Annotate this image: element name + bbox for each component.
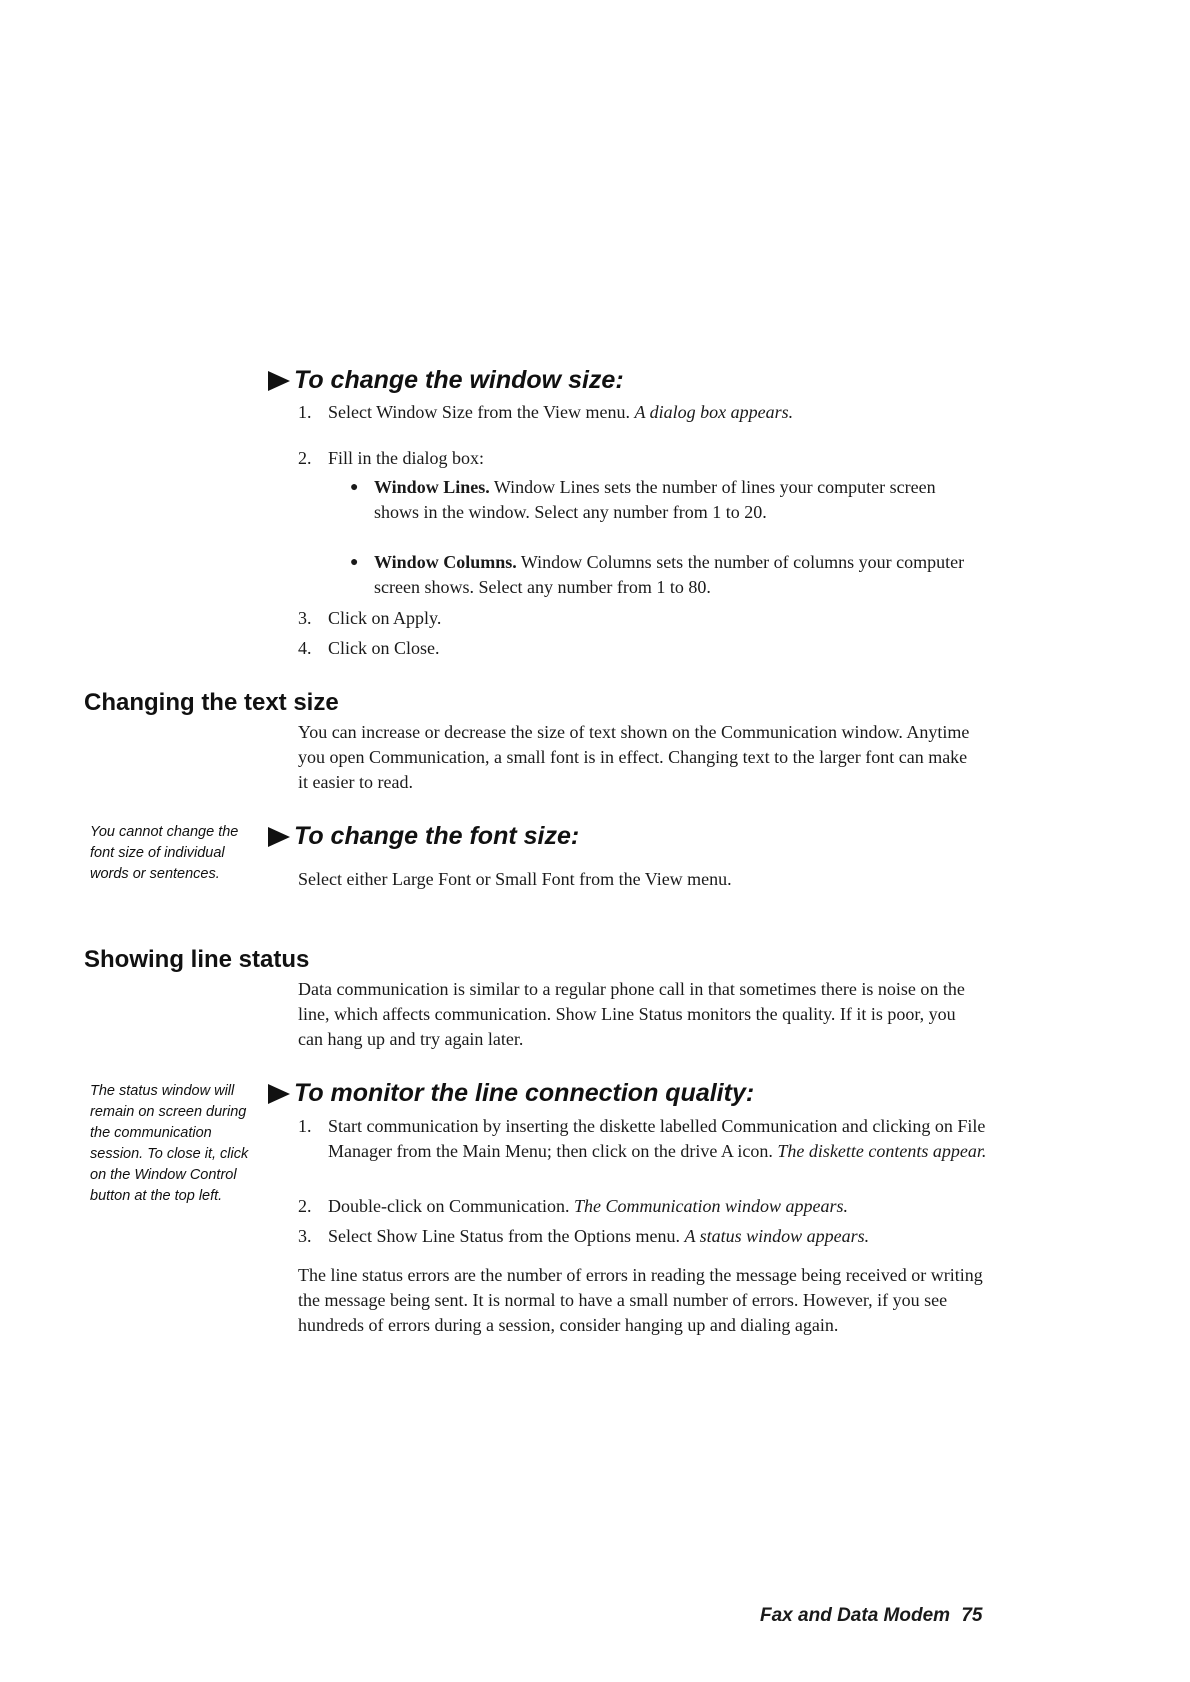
text-size-section-title: Changing the text size [84,689,339,716]
line-status-closing-paragraph: The line status errors are the number of errors in reading the message being received or writing the message being sent. It is normal to have a small number of errors. However, if you see hundreds of errors during a session, consider hanging up and dialing again. [298,1265,983,1335]
bullet-window-columns [350,550,980,600]
bullet-text: Window Lines sets the number of lines your computer screen shows in the window. Select any number from 1 to 20. [374,477,936,522]
step-text: Double-click on Communication. [328,1196,570,1216]
step-number: 2. [298,448,312,468]
step-text: Start communication by inserting the diskette labelled Communication and clicking on File Manager from the Main Menu; then click on the drive A icon. [328,1116,986,1161]
page-number: 75 [961,1605,983,1626]
window-size-heading [268,366,624,395]
bullet-term: Window Columns. [374,552,517,572]
window-size-heading-text: To change the window size: [294,366,624,394]
bullet-window-lines [350,475,980,525]
step-result: A status window appears. [684,1226,870,1246]
window-size-step-1 [298,400,998,425]
font-size-instruction: Select either Large Font or Small Font from the View menu. [298,869,732,889]
step-text: Click on Apply. [328,608,442,628]
line-quality-step-3 [298,1224,988,1249]
window-size-step-3 [298,606,998,631]
line-quality-heading [268,1079,754,1108]
window-size-step-2 [298,446,998,471]
line-quality-step-2 [298,1194,988,1219]
page-footer [760,1605,982,1627]
window-size-step-4 [298,636,998,661]
line-status-section-title: Showing line status [84,946,310,973]
step-number: 3. [298,1226,312,1246]
font-size-margin-note: You cannot change the font size of individual words or sentences. [90,824,239,882]
step-result: The Communication window appears. [573,1196,848,1216]
footer-title: Fax and Data Modem [760,1605,951,1626]
step-number: 1. [298,402,312,422]
triangle-arrow-icon [268,1084,290,1104]
font-size-heading-text: To change the font size: [294,822,580,850]
step-number: 1. [298,1116,312,1136]
step-text: Select Show Line Status from the Options menu. [328,1226,680,1246]
status-window-margin-note: The status window will remain on screen during the communication session. To close it, click on the Window Control button at the top left. [90,1083,249,1204]
step-result: The diskette contents appear. [777,1141,987,1161]
line-status-paragraph: Data communication is similar to a regular phone call in that sometimes there is noise on the line, which affects communication. Show Line Status monitors the quality. If it is poor, you can hang up and try again later. [298,979,965,1049]
triangle-arrow-icon [268,371,290,391]
font-size-heading [268,822,579,851]
triangle-arrow-icon [268,827,290,847]
step-result: A dialog box appears. [634,402,794,422]
step-text: Fill in the dialog box: [328,448,484,468]
step-text: Click on Close. [328,638,440,658]
line-quality-step-1 [298,1114,988,1164]
bullet-term: Window Lines. [374,477,490,497]
bullet-icon: ● [350,480,359,495]
line-quality-heading-text: To monitor the line connection quality: [294,1079,755,1107]
bullet-text: Window Columns sets the number of columns your computer screen shows. Select any number from 1 to 80. [374,552,965,597]
bullet-icon: ● [350,555,359,570]
text-size-paragraph: You can increase or decrease the size of text shown on the Communication window. Anytime you open Communication, a small font is in effect. Changing text to the larger font can make it easier to read. [298,722,970,792]
step-number: 4. [298,638,312,658]
step-text: Select Window Size from the View menu. [328,402,630,422]
step-number: 2. [298,1196,312,1216]
step-number: 3. [298,608,312,628]
